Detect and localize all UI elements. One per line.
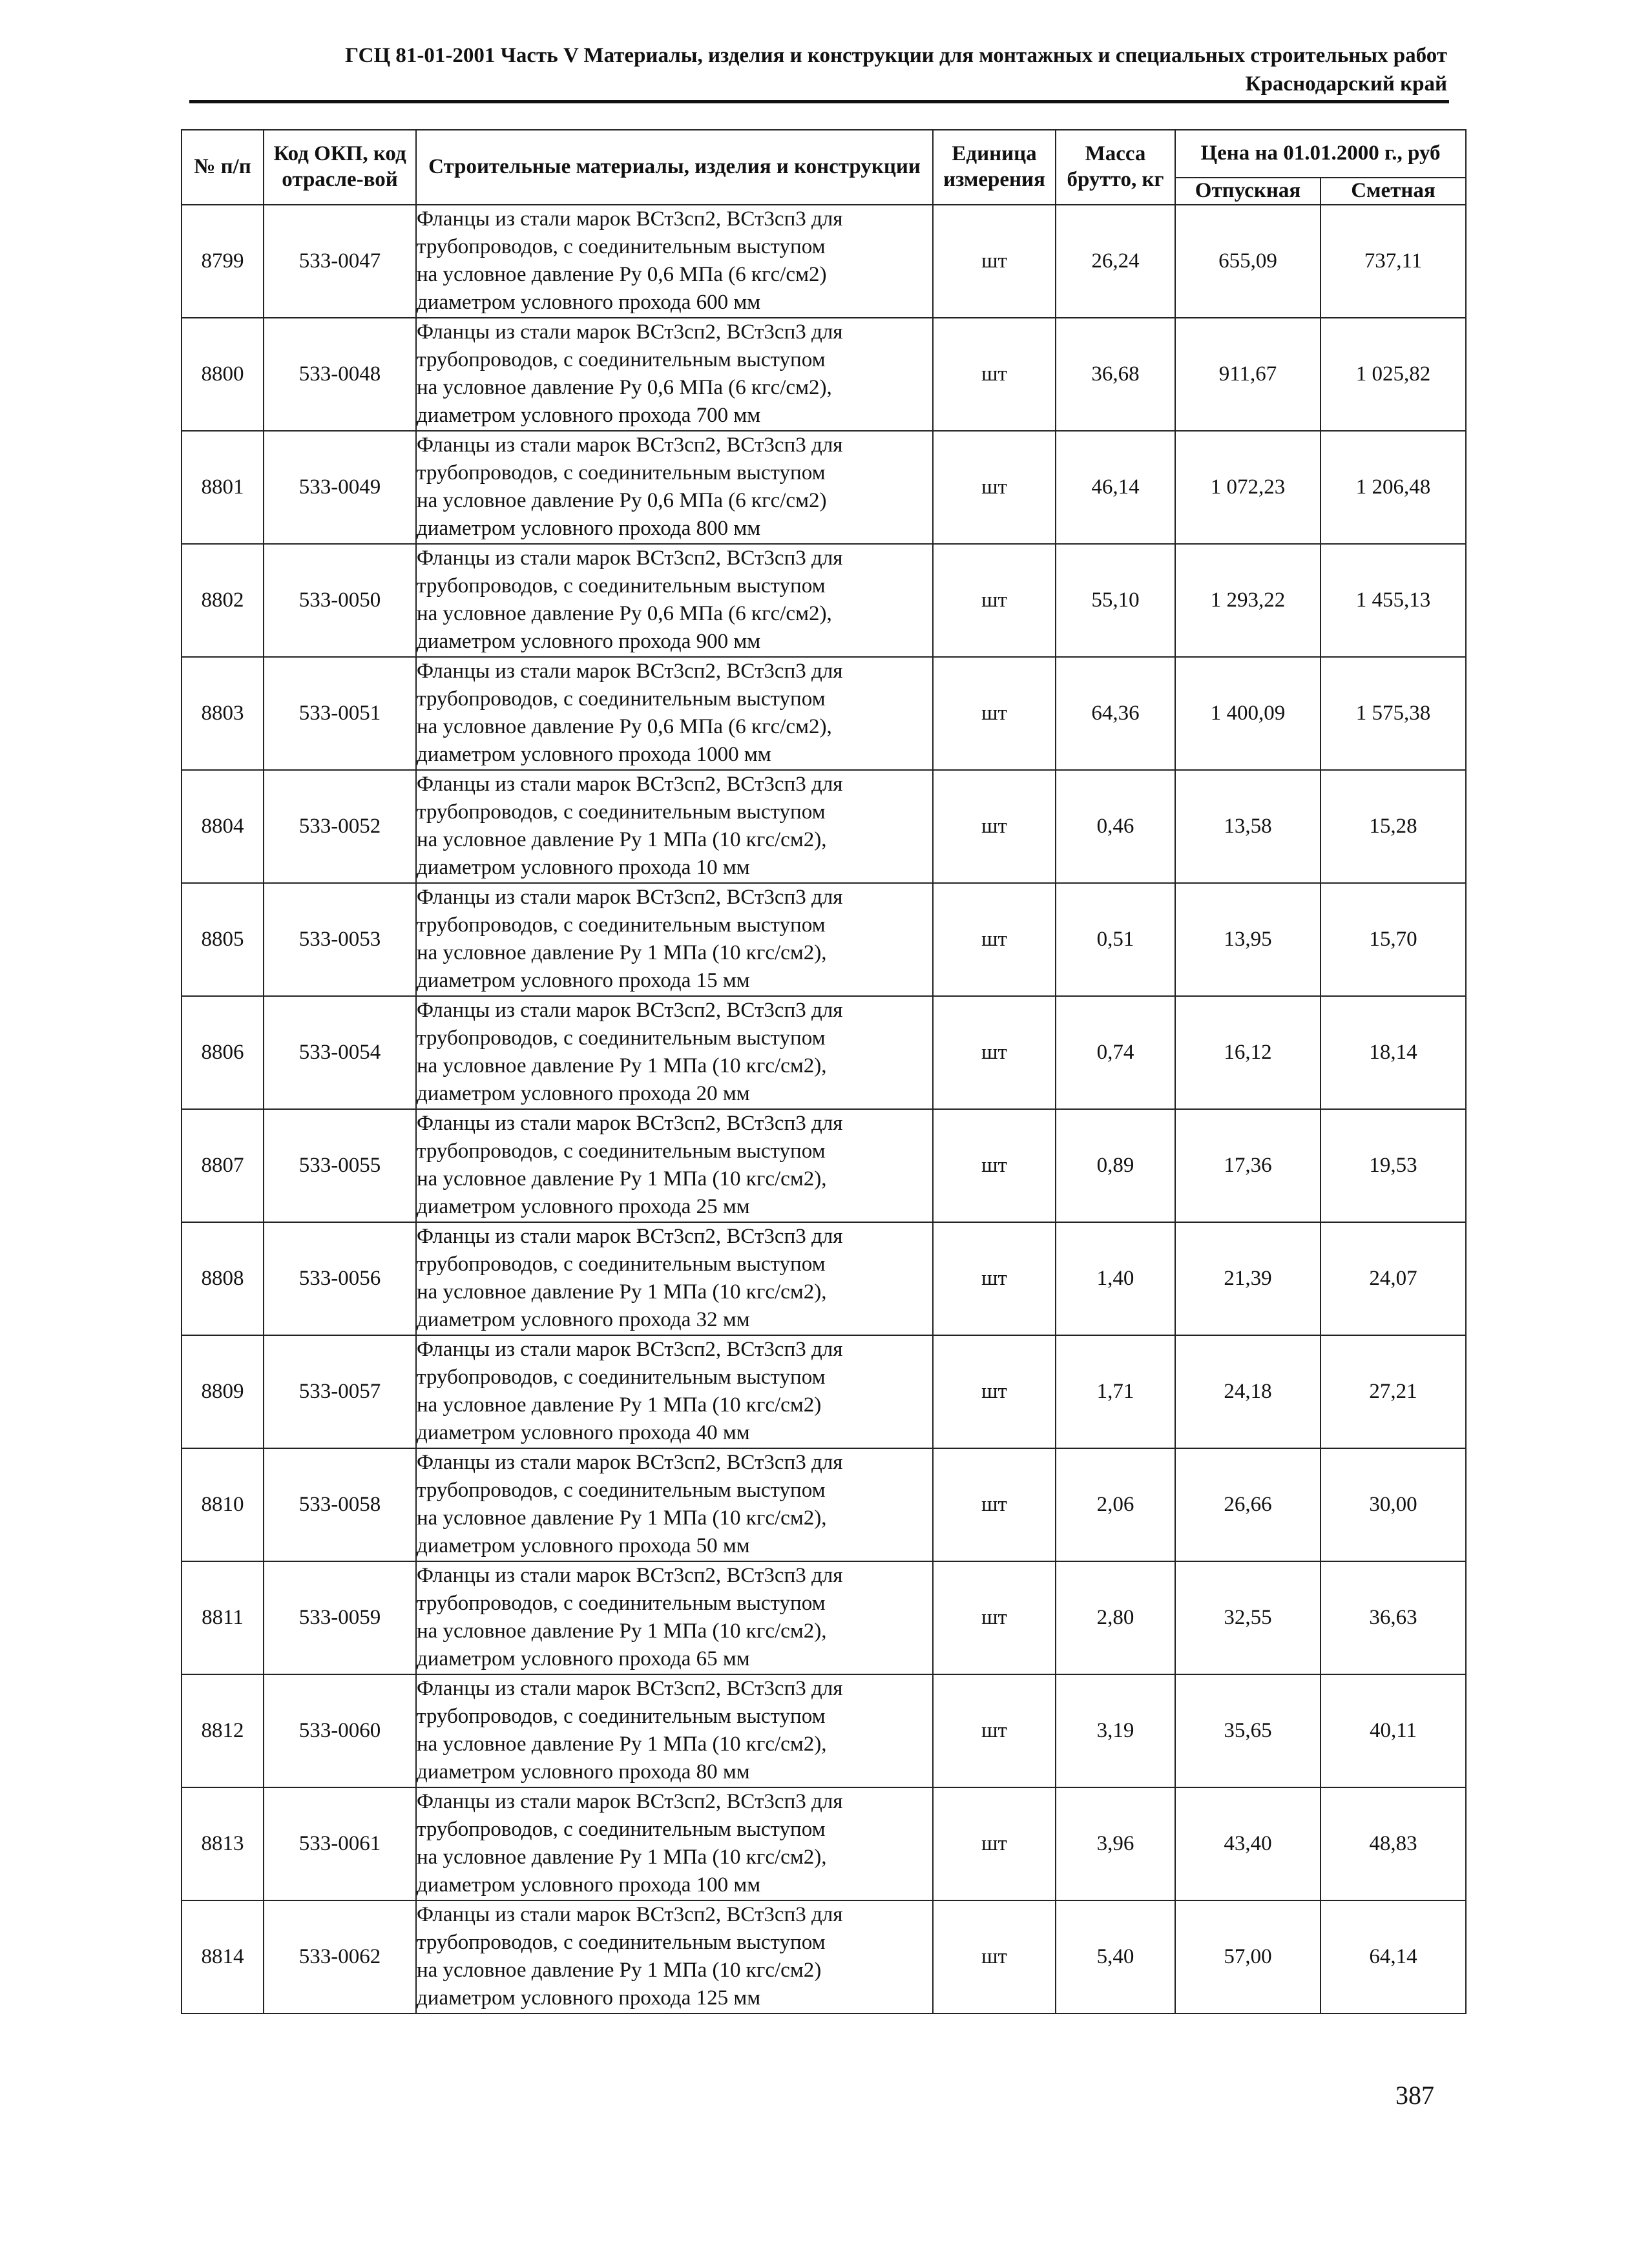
description-line: диаметром условного прохода 600 мм xyxy=(417,290,761,314)
description-line: Фланцы из стали марок ВСт3сп2, ВСт3сп3 для xyxy=(417,433,843,457)
table-row xyxy=(182,544,1466,657)
table-row xyxy=(182,1900,1466,2013)
row-number: 8813 xyxy=(182,1787,264,1900)
material-description xyxy=(416,318,933,431)
unit-of-measure: шт xyxy=(933,544,1056,657)
estimate-price: 737,11 xyxy=(1321,205,1466,318)
description-line: на условное давление Ру 0,6 МПа (6 кгс/см2), xyxy=(417,714,832,738)
estimate-price: 36,63 xyxy=(1321,1561,1466,1674)
material-description xyxy=(416,1900,933,2013)
release-price: 911,67 xyxy=(1175,318,1321,431)
table-row xyxy=(182,205,1466,318)
material-description xyxy=(416,996,933,1109)
table-row xyxy=(182,657,1466,770)
release-price: 57,00 xyxy=(1175,1900,1321,2013)
gross-mass: 36,68 xyxy=(1056,318,1175,431)
description-line: на условное давление Ру 0,6 МПа (6 кгс/см2) xyxy=(417,262,827,286)
material-description xyxy=(416,1787,933,1900)
description-line: на условное давление Ру 1 МПа (10 кгс/см2), xyxy=(417,827,827,851)
description-line: диаметром условного прохода 32 мм xyxy=(417,1307,750,1331)
description-line: на условное давление Ру 1 МПа (10 кгс/см2), xyxy=(417,1506,827,1530)
release-price: 24,18 xyxy=(1175,1335,1321,1448)
okp-code: 533-0058 xyxy=(264,1448,416,1561)
estimate-price: 30,00 xyxy=(1321,1448,1466,1561)
description-line: диаметром условного прохода 125 мм xyxy=(417,1986,761,2010)
description-line: трубопроводов, с соединительным выступом xyxy=(417,687,826,711)
description-line: трубопроводов, с соединительным выступом xyxy=(417,461,826,484)
description-line: трубопроводов, с соединительным выступом xyxy=(417,913,826,937)
okp-code: 533-0051 xyxy=(264,657,416,770)
okp-code: 533-0062 xyxy=(264,1900,416,2013)
description-line: диаметром условного прохода 80 мм xyxy=(417,1760,750,1784)
estimate-price: 24,07 xyxy=(1321,1222,1466,1335)
description-line: трубопроводов, с соединительным выступом xyxy=(417,1478,826,1502)
description-line: диаметром условного прохода 25 мм xyxy=(417,1194,750,1218)
description-line: трубопроводов, с соединительным выступом xyxy=(417,1817,826,1841)
description-line: на условное давление Ру 0,6 МПа (6 кгс/см2) xyxy=(417,488,827,512)
unit-of-measure: шт xyxy=(933,431,1056,544)
okp-code: 533-0052 xyxy=(264,770,416,883)
estimate-price: 27,21 xyxy=(1321,1335,1466,1448)
table-row xyxy=(182,1561,1466,1674)
description-line: диаметром условного прохода 50 мм xyxy=(417,1534,750,1557)
description-line: диаметром условного прохода 10 мм xyxy=(417,855,750,879)
table-row xyxy=(182,1222,1466,1335)
unit-of-measure: шт xyxy=(933,1448,1056,1561)
estimate-price: 15,28 xyxy=(1321,770,1466,883)
description-line: на условное давление Ру 1 МПа (10 кгс/см2), xyxy=(417,1732,827,1756)
row-number: 8802 xyxy=(182,544,264,657)
row-number: 8799 xyxy=(182,205,264,318)
release-price: 13,58 xyxy=(1175,770,1321,883)
materials-price-table xyxy=(181,129,1467,2014)
okp-code: 533-0047 xyxy=(264,205,416,318)
material-description xyxy=(416,1109,933,1222)
gross-mass: 0,89 xyxy=(1056,1109,1175,1222)
col-header-mass: Масса брутто, кг xyxy=(1056,130,1175,205)
description-line: на условное давление Ру 1 МПа (10 кгс/см2) xyxy=(417,1958,822,1982)
estimate-price: 48,83 xyxy=(1321,1787,1466,1900)
okp-code: 533-0055 xyxy=(264,1109,416,1222)
description-line: диаметром условного прохода 100 мм xyxy=(417,1873,761,1897)
description-line: диаметром условного прохода 40 мм xyxy=(417,1420,750,1444)
estimate-price: 15,70 xyxy=(1321,883,1466,996)
release-price: 1 400,09 xyxy=(1175,657,1321,770)
document-header-title: ГСЦ 81-01-2001 Часть V Материалы, изделия и конструкции для монтажных и специальных строительных работ xyxy=(345,44,1447,67)
okp-code: 533-0059 xyxy=(264,1561,416,1674)
release-price: 16,12 xyxy=(1175,996,1321,1109)
row-number: 8810 xyxy=(182,1448,264,1561)
description-line: диаметром условного прохода 20 мм xyxy=(417,1081,750,1105)
description-line: на условное давление Ру 1 МПа (10 кгс/см2), xyxy=(417,1619,827,1643)
gross-mass: 2,06 xyxy=(1056,1448,1175,1561)
description-line: на условное давление Ру 1 МПа (10 кгс/см2), xyxy=(417,1845,827,1869)
release-price: 1 072,23 xyxy=(1175,431,1321,544)
description-line: Фланцы из стали марок ВСт3сп2, ВСт3сп3 для xyxy=(417,1789,843,1813)
estimate-price: 1 455,13 xyxy=(1321,544,1466,657)
page-number: 387 xyxy=(1395,2081,1434,2110)
release-price: 43,40 xyxy=(1175,1787,1321,1900)
release-price: 655,09 xyxy=(1175,205,1321,318)
material-description xyxy=(416,770,933,883)
okp-code: 533-0050 xyxy=(264,544,416,657)
table-row xyxy=(182,318,1466,431)
gross-mass: 2,80 xyxy=(1056,1561,1175,1674)
material-description xyxy=(416,1335,933,1448)
description-line: на условное давление Ру 1 МПа (10 кгс/см2), xyxy=(417,1280,827,1304)
material-description xyxy=(416,205,933,318)
description-line: на условное давление Ру 1 МПа (10 кгс/см2), xyxy=(417,1054,827,1077)
description-line: диаметром условного прохода 900 мм xyxy=(417,629,761,653)
release-price: 35,65 xyxy=(1175,1674,1321,1787)
unit-of-measure: шт xyxy=(933,1787,1056,1900)
description-line: на условное давление Ру 1 МПа (10 кгс/см2), xyxy=(417,1167,827,1191)
gross-mass: 0,46 xyxy=(1056,770,1175,883)
table-row xyxy=(182,770,1466,883)
table-row xyxy=(182,431,1466,544)
row-number: 8801 xyxy=(182,431,264,544)
unit-of-measure: шт xyxy=(933,657,1056,770)
unit-of-measure: шт xyxy=(933,1222,1056,1335)
release-price: 26,66 xyxy=(1175,1448,1321,1561)
unit-of-measure: шт xyxy=(933,1335,1056,1448)
description-line: Фланцы из стали марок ВСт3сп2, ВСт3сп3 для xyxy=(417,1450,843,1474)
estimate-price: 64,14 xyxy=(1321,1900,1466,2013)
description-line: диаметром условного прохода 65 мм xyxy=(417,1647,750,1670)
description-line: диаметром условного прохода 800 мм xyxy=(417,516,761,540)
description-line: Фланцы из стали марок ВСт3сп2, ВСт3сп3 для xyxy=(417,885,843,909)
row-number: 8809 xyxy=(182,1335,264,1448)
col-header-release-price: Отпускная xyxy=(1175,178,1321,205)
description-line: Фланцы из стали марок ВСт3сп2, ВСт3сп3 для xyxy=(417,320,843,344)
unit-of-measure: шт xyxy=(933,318,1056,431)
description-line: Фланцы из стали марок ВСт3сп2, ВСт3сп3 для xyxy=(417,1111,843,1135)
release-price: 13,95 xyxy=(1175,883,1321,996)
unit-of-measure: шт xyxy=(933,996,1056,1109)
table-row xyxy=(182,1109,1466,1222)
unit-of-measure: шт xyxy=(933,770,1056,883)
okp-code: 533-0056 xyxy=(264,1222,416,1335)
description-line: Фланцы из стали марок ВСт3сп2, ВСт3сп3 для xyxy=(417,1902,843,1926)
material-description xyxy=(416,657,933,770)
release-price: 21,39 xyxy=(1175,1222,1321,1335)
okp-code: 533-0060 xyxy=(264,1674,416,1787)
material-description xyxy=(416,1448,933,1561)
description-line: на условное давление Ру 1 МПа (10 кгс/см2), xyxy=(417,941,827,964)
gross-mass: 55,10 xyxy=(1056,544,1175,657)
gross-mass: 1,71 xyxy=(1056,1335,1175,1448)
row-number: 8803 xyxy=(182,657,264,770)
estimate-price: 40,11 xyxy=(1321,1674,1466,1787)
description-line: Фланцы из стали марок ВСт3сп2, ВСт3сп3 для xyxy=(417,1337,843,1361)
row-number: 8800 xyxy=(182,318,264,431)
table-row xyxy=(182,1787,1466,1900)
okp-code: 533-0057 xyxy=(264,1335,416,1448)
material-description xyxy=(416,883,933,996)
estimate-price: 18,14 xyxy=(1321,996,1466,1109)
material-description xyxy=(416,431,933,544)
gross-mass: 5,40 xyxy=(1056,1900,1175,2013)
row-number: 8806 xyxy=(182,996,264,1109)
estimate-price: 1 575,38 xyxy=(1321,657,1466,770)
table-body xyxy=(182,205,1466,2013)
estimate-price: 1 025,82 xyxy=(1321,318,1466,431)
col-header-price: Цена на 01.01.2000 г., руб xyxy=(1175,130,1466,178)
table-row xyxy=(182,996,1466,1109)
row-number: 8812 xyxy=(182,1674,264,1787)
description-line: трубопроводов, с соединительным выступом xyxy=(417,800,826,824)
description-line: трубопроводов, с соединительным выступом xyxy=(417,574,826,598)
description-line: трубопроводов, с соединительным выступом xyxy=(417,348,826,371)
description-line: Фланцы из стали марок ВСт3сп2, ВСт3сп3 для xyxy=(417,772,843,796)
gross-mass: 0,74 xyxy=(1056,996,1175,1109)
estimate-price: 1 206,48 xyxy=(1321,431,1466,544)
unit-of-measure: шт xyxy=(933,1900,1056,2013)
gross-mass: 64,36 xyxy=(1056,657,1175,770)
gross-mass: 0,51 xyxy=(1056,883,1175,996)
col-header-name: Строительные материалы, изделия и конструкции xyxy=(416,130,933,205)
material-description xyxy=(416,544,933,657)
unit-of-measure: шт xyxy=(933,205,1056,318)
description-line: Фланцы из стали марок ВСт3сп2, ВСт3сп3 для xyxy=(417,998,843,1022)
description-line: трубопроводов, с соединительным выступом xyxy=(417,1591,826,1615)
table-row xyxy=(182,1674,1466,1787)
okp-code: 533-0061 xyxy=(264,1787,416,1900)
description-line: трубопроводов, с соединительным выступом xyxy=(417,1252,826,1276)
gross-mass: 1,40 xyxy=(1056,1222,1175,1335)
estimate-price: 19,53 xyxy=(1321,1109,1466,1222)
description-line: Фланцы из стали марок ВСт3сп2, ВСт3сп3 для xyxy=(417,1676,843,1700)
row-number: 8808 xyxy=(182,1222,264,1335)
description-line: трубопроводов, с соединительным выступом xyxy=(417,1139,826,1163)
release-price: 1 293,22 xyxy=(1175,544,1321,657)
table-row xyxy=(182,1335,1466,1448)
okp-code: 533-0054 xyxy=(264,996,416,1109)
description-line: на условное давление Ру 0,6 МПа (6 кгс/см2), xyxy=(417,601,832,625)
description-line: трубопроводов, с соединительным выступом xyxy=(417,234,826,258)
description-line: Фланцы из стали марок ВСт3сп2, ВСт3сп3 для xyxy=(417,1224,843,1248)
unit-of-measure: шт xyxy=(933,1109,1056,1222)
col-header-num: № п/п xyxy=(182,130,264,205)
table-row xyxy=(182,1448,1466,1561)
row-number: 8805 xyxy=(182,883,264,996)
description-line: Фланцы из стали марок ВСт3сп2, ВСт3сп3 для xyxy=(417,546,843,570)
description-line: диаметром условного прохода 1000 мм xyxy=(417,742,771,766)
okp-code: 533-0053 xyxy=(264,883,416,996)
description-line: трубопроводов, с соединительным выступом xyxy=(417,1026,826,1050)
row-number: 8814 xyxy=(182,1900,264,2013)
row-number: 8804 xyxy=(182,770,264,883)
release-price: 32,55 xyxy=(1175,1561,1321,1674)
gross-mass: 3,96 xyxy=(1056,1787,1175,1900)
okp-code: 533-0049 xyxy=(264,431,416,544)
description-line: диаметром условного прохода 15 мм xyxy=(417,968,750,992)
col-header-unit: Единица измерения xyxy=(933,130,1056,205)
col-header-estimate-price: Сметная xyxy=(1321,178,1466,205)
okp-code: 533-0048 xyxy=(264,318,416,431)
description-line: трубопроводов, с соединительным выступом xyxy=(417,1365,826,1389)
table-row xyxy=(182,883,1466,996)
gross-mass: 26,24 xyxy=(1056,205,1175,318)
material-description xyxy=(416,1561,933,1674)
unit-of-measure: шт xyxy=(933,1674,1056,1787)
document-header-region: Краснодарский край xyxy=(1245,72,1447,96)
description-line: Фланцы из стали марок ВСт3сп2, ВСт3сп3 для xyxy=(417,1563,843,1587)
material-description xyxy=(416,1222,933,1335)
row-number: 8807 xyxy=(182,1109,264,1222)
description-line: трубопроводов, с соединительным выступом xyxy=(417,1704,826,1728)
header-rule xyxy=(189,100,1449,103)
col-header-code: Код ОКП, код отрасле-вой xyxy=(264,130,416,205)
description-line: на условное давление Ру 1 МПа (10 кгс/см2) xyxy=(417,1393,822,1417)
gross-mass: 3,19 xyxy=(1056,1674,1175,1787)
description-line: Фланцы из стали марок ВСт3сп2, ВСт3сп3 для xyxy=(417,207,843,231)
description-line: на условное давление Ру 0,6 МПа (6 кгс/см2), xyxy=(417,375,832,399)
description-line: диаметром условного прохода 700 мм xyxy=(417,403,761,427)
unit-of-measure: шт xyxy=(933,1561,1056,1674)
gross-mass: 46,14 xyxy=(1056,431,1175,544)
description-line: трубопроводов, с соединительным выступом xyxy=(417,1930,826,1954)
unit-of-measure: шт xyxy=(933,883,1056,996)
row-number: 8811 xyxy=(182,1561,264,1674)
material-description xyxy=(416,1674,933,1787)
release-price: 17,36 xyxy=(1175,1109,1321,1222)
description-line: Фланцы из стали марок ВСт3сп2, ВСт3сп3 для xyxy=(417,659,843,683)
